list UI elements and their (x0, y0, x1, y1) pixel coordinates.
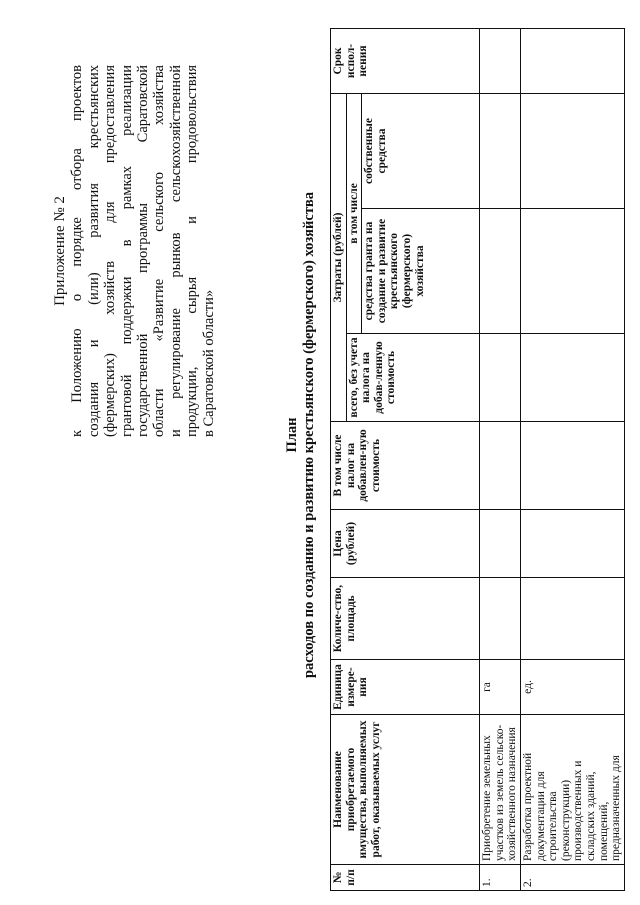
row-cell (480, 93, 521, 208)
appendix-line: грантовой поддержки в рамках реализации (118, 65, 135, 437)
row-cell (520, 422, 624, 510)
plan-subtitle: расходов по созданию и развитию крестьянского (фермерского) хозяйства (301, 191, 317, 679)
header-price: Цена (рублей) (331, 510, 480, 578)
plan-title: План (284, 417, 300, 453)
row-cell (520, 578, 624, 660)
row-unit: га (480, 660, 521, 715)
appendix-line: и регулирование рынков сельскохозяйственной (167, 65, 184, 437)
row-cell (480, 209, 521, 334)
header-num: № п/п (331, 865, 480, 891)
row-cell (480, 422, 521, 510)
header-incl: в том числе (346, 93, 362, 333)
header-grant: средства гранта на создание и развитие крестьянского (фермерского) хозяйства (362, 209, 480, 334)
header-total: всего, без учета налога на добав-ленную стоимость (346, 334, 480, 422)
appendix-line: к Положению о порядке отбора проектов (69, 65, 86, 437)
table-row (520, 28, 624, 890)
table-header-row (331, 28, 347, 890)
appendix-line: в Саратовской области» (200, 289, 217, 437)
header-qty: Количе-ство, площадь (331, 578, 480, 660)
row-cell (480, 334, 521, 422)
appendix-line: (фермерских) хозяйств для предоставления (102, 65, 119, 437)
header-costs: Затраты (рублей) (331, 93, 347, 421)
header-vat: В том числе налог на добавлен-ную стоимость (331, 422, 480, 510)
row-cell (520, 510, 624, 578)
header-name: Наименование приобретаемого имущества, выполняемых работ, оказываемых услуг (331, 715, 480, 865)
row-cell (520, 28, 624, 93)
row-name: Приобретение земельных участков из земель сельско-хозяйственного назначения (480, 715, 521, 865)
header-term: Срок испол-нения (331, 28, 480, 93)
appendix-block (52, 65, 217, 437)
header-own: собственные средства (362, 93, 480, 208)
expense-plan-table (330, 28, 625, 891)
appendix-line: продукции, сырья и продовольствия (184, 65, 201, 437)
row-cell (480, 578, 521, 660)
appendix-line: области «Развитие сельского хозяйства (151, 65, 168, 437)
row-name: Разработка проектной документации для строительства (реконструкции) производственных и складских зданий, помещений, предназначенных для (520, 715, 624, 865)
row-cell (520, 334, 624, 422)
header-unit: Единица измере-ния (331, 660, 480, 715)
plan-heading (284, 45, 318, 825)
row-cell (520, 209, 624, 334)
row-cell (480, 510, 521, 578)
row-num: 2. (520, 865, 624, 891)
row-cell (520, 93, 624, 208)
row-unit: ед. (520, 660, 624, 715)
appendix-line: создания и (или) развития крестьянских (85, 65, 102, 437)
appendix-line: государственной программы Саратовской (135, 65, 152, 437)
appendix-title: Приложение № 2 (52, 196, 68, 306)
row-cell (480, 28, 521, 93)
row-num: 1. (480, 865, 521, 891)
table-row (480, 28, 521, 890)
